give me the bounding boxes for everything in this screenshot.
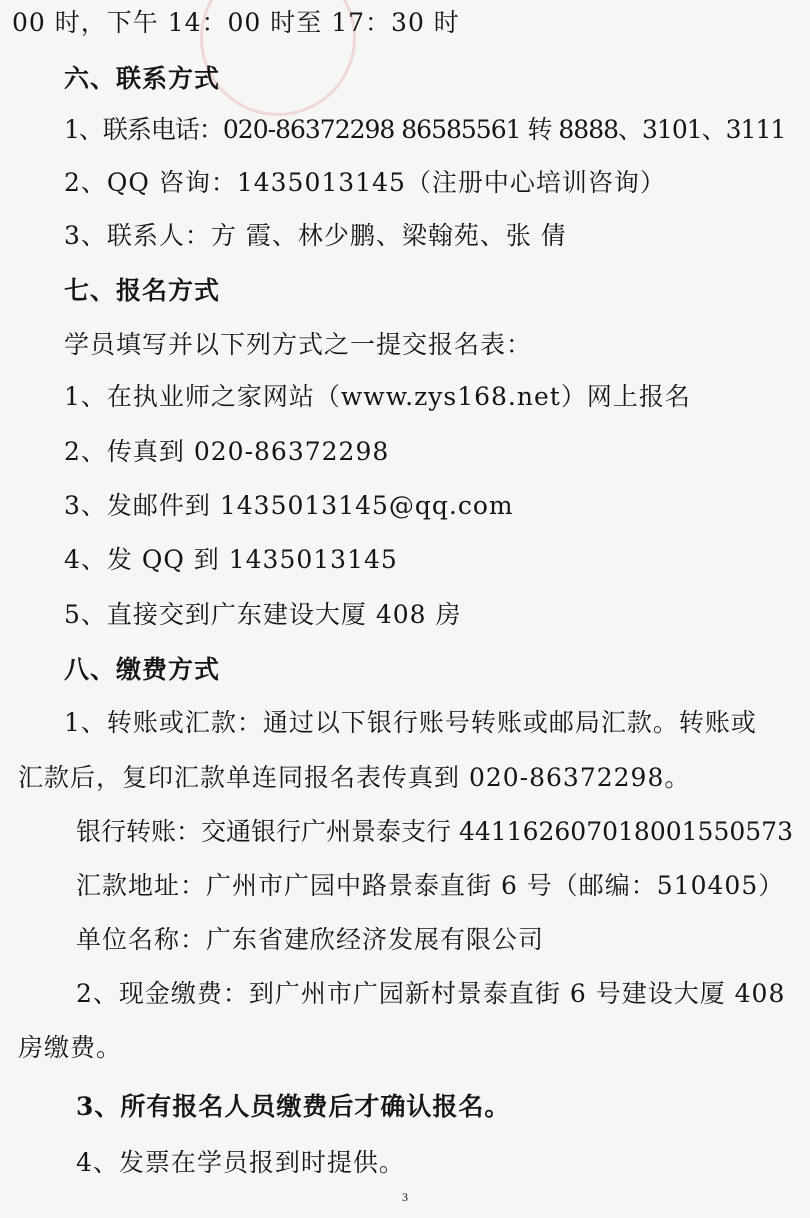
section-heading-registration: 七、报名方式 <box>64 276 221 305</box>
section-heading-payment: 八、缴费方式 <box>64 655 221 684</box>
bank-account: 银行转账：交通银行广州景泰支行 441162607018001550573 <box>76 817 793 846</box>
registration-method-website: 1、在执业师之家网站（www.zys168.net）网上报名 <box>64 382 691 411</box>
contact-persons: 3、联系人：方 霞、林少鹏、梁翰苑、张 倩 <box>64 221 567 250</box>
contact-qq: 2、QQ 咨询：1435013145（注册中心培训咨询） <box>64 168 666 197</box>
payment-transfer: 1、转账或汇款：通过以下银行账号转账或邮局汇款。转账或 <box>64 708 757 737</box>
registration-method-fax: 2、传真到 020-86372298 <box>64 437 390 466</box>
payment-cash: 2、现金缴费：到广州市广园新村景泰直街 6 号建设大厦 408 <box>76 979 786 1008</box>
contact-phone: 1、联系电话：020-86372298 86585561 转 8888、3101、3111 <box>64 115 786 144</box>
text-line-continuation: 00 时，下午 14：00 时至 17：30 时 <box>12 8 460 37</box>
remittance-address: 汇款地址：广州市广园中路景泰直街 6 号（邮编：510405） <box>76 871 785 900</box>
invoice-note: 4、发票在学员报到时提供。 <box>76 1148 405 1177</box>
payment-transfer-cont: 汇款后，复印汇款单连同报名表传真到 020-86372298。 <box>18 763 691 792</box>
registration-intro: 学员填写并以下列方式之一提交报名表： <box>64 330 533 359</box>
page-number: 3 <box>402 1190 408 1204</box>
company-name: 单位名称：广东省建欣经济发展有限公司 <box>76 925 545 954</box>
payment-confirmation-note: 3、所有报名人员缴费后才确认报名。 <box>76 1092 511 1121</box>
registration-method-email: 3、发邮件到 1435013145@qq.com <box>64 491 514 520</box>
payment-cash-cont: 房缴费。 <box>18 1033 123 1062</box>
registration-method-qq: 4、发 QQ 到 1435013145 <box>64 545 398 574</box>
section-heading-contact: 六、联系方式 <box>64 64 221 93</box>
registration-method-in-person: 5、直接交到广东建设大厦 408 房 <box>64 600 462 629</box>
